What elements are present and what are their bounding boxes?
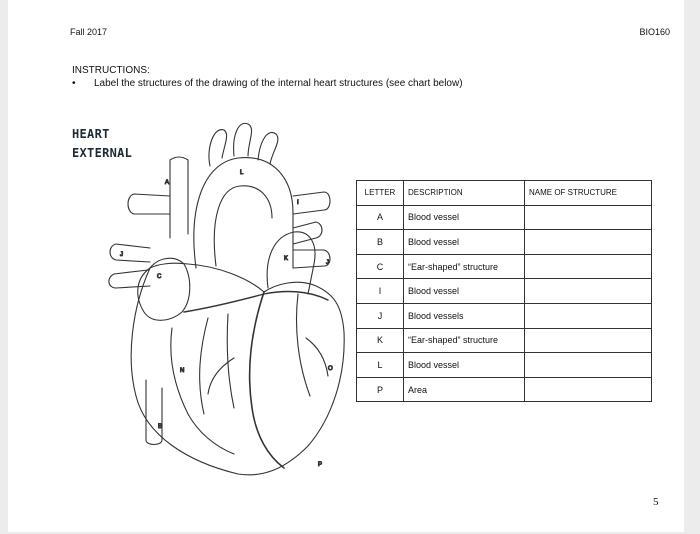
label-n: N — [180, 368, 185, 374]
instruction-item — [72, 78, 463, 89]
row-letter: I — [357, 279, 404, 304]
row-description: Blood vessel — [404, 205, 525, 230]
coronary-vessel-4 — [297, 294, 329, 396]
label-i: I — [297, 200, 299, 206]
figure-title-line1: HEART — [72, 127, 110, 141]
table-row — [357, 328, 652, 353]
label-b: B — [158, 424, 163, 430]
label-j-left: J — [120, 252, 123, 258]
header-description: DESCRIPTION — [404, 181, 525, 206]
chart-header-row — [357, 181, 652, 206]
header-letter: LETTER — [357, 181, 404, 206]
row-description: Blood vessel — [404, 230, 525, 255]
table-row — [357, 230, 652, 255]
instruction-text: Label the structures of the drawing of the internal heart structures (see chart below) — [94, 78, 463, 89]
header-name: NAME OF STRUCTURE — [525, 181, 652, 206]
label-l: L — [240, 170, 244, 176]
coronary-vessel-2 — [200, 318, 208, 414]
course-label: BIO160 — [639, 27, 670, 37]
aortic-arch-inner — [214, 186, 272, 266]
arch-branch-2 — [234, 123, 252, 156]
row-letter: K — [357, 328, 404, 353]
table-row — [357, 205, 652, 230]
label-a: A — [165, 180, 170, 186]
bullet: • — [72, 78, 76, 89]
row-letter: L — [357, 353, 404, 378]
row-description: “Ear-shaped” structure — [404, 254, 525, 279]
right-auricle — [138, 258, 190, 320]
table-row — [357, 279, 652, 304]
row-description: Area — [404, 377, 525, 402]
table-row — [357, 254, 652, 279]
groove — [250, 292, 284, 468]
table-row — [357, 377, 652, 402]
svc-vessel — [170, 157, 188, 238]
row-name-answer[interactable] — [525, 303, 652, 328]
table-row — [357, 303, 652, 328]
aortic-arch — [194, 158, 293, 268]
row-description: Blood vessel — [404, 353, 525, 378]
pulmonary-trunk — [267, 232, 315, 294]
heart-outline — [131, 263, 344, 475]
row-name-answer[interactable] — [525, 353, 652, 378]
row-name-answer[interactable] — [525, 279, 652, 304]
figure-title-line2: EXTERNAL — [72, 146, 133, 160]
label-c: C — [157, 274, 162, 280]
row-letter: B — [357, 230, 404, 255]
row-letter: A — [357, 205, 404, 230]
heart-drawing — [88, 118, 358, 482]
coronary-vessel-1 — [184, 292, 328, 312]
row-name-answer[interactable] — [525, 377, 652, 402]
row-name-answer[interactable] — [525, 254, 652, 279]
row-description: Blood vessels — [404, 303, 525, 328]
page-number: 5 — [653, 496, 659, 508]
row-letter: P — [357, 377, 404, 402]
row-name-answer[interactable] — [525, 328, 652, 353]
label-p: P — [318, 462, 323, 468]
instructions-title: INSTRUCTIONS: — [72, 65, 150, 76]
structure-chart — [356, 180, 652, 402]
row-name-answer[interactable] — [525, 205, 652, 230]
right-pulmonary-branches — [293, 222, 330, 268]
row-description: Blood vessel — [404, 279, 525, 304]
label-o: O — [328, 366, 333, 372]
left-upper-vessel — [128, 194, 170, 214]
row-letter: J — [357, 303, 404, 328]
table-row — [357, 353, 652, 378]
row-name-answer[interactable] — [525, 230, 652, 255]
label-j-right: J — [326, 260, 329, 266]
label-k: K — [284, 256, 289, 262]
arch-branch-1 — [209, 130, 227, 166]
worksheet-page — [8, 0, 684, 532]
row-letter: C — [357, 254, 404, 279]
left-pulmonary-vessels — [109, 244, 150, 288]
term-label: Fall 2017 — [70, 27, 108, 37]
row-description: “Ear-shaped” structure — [404, 328, 525, 353]
coronary-vessel-3 — [208, 314, 234, 408]
